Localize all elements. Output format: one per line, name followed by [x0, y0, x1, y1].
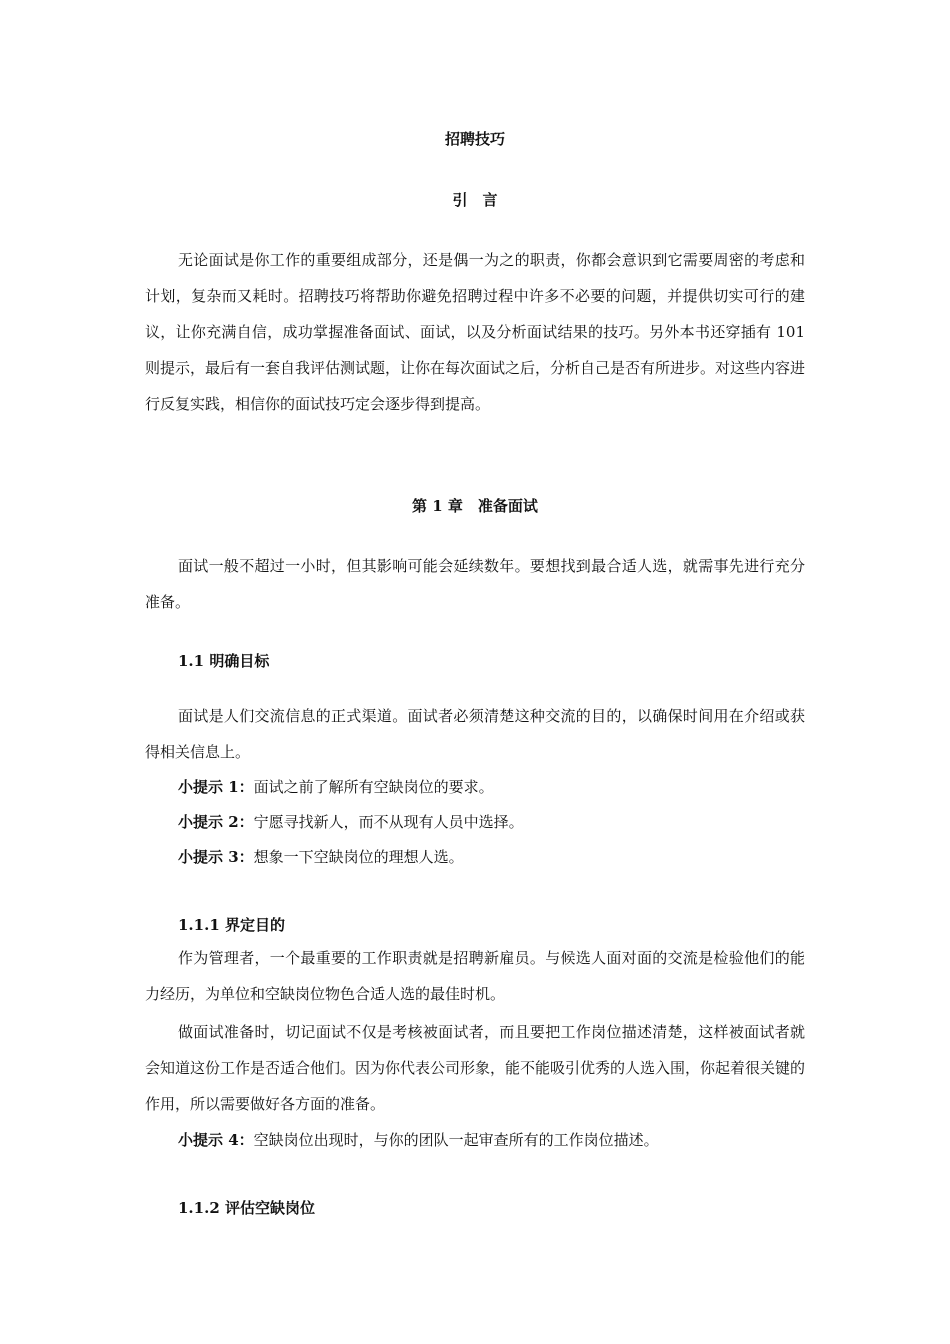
- tip-item: [178, 777, 494, 797]
- tip-item: [178, 847, 464, 867]
- tip-label: 小提示 1：: [178, 778, 254, 796]
- intro-heading: 引 言: [452, 191, 498, 209]
- tip-item: [178, 1130, 659, 1150]
- chapter-intro-paragraph: 面试一般不超过一小时，但其影响可能会延续数年。要想找到最合适人选，就需事先进行充分准备。: [145, 557, 805, 611]
- tip-label: 小提示 4：: [178, 1131, 254, 1149]
- tip-label: 小提示 2：: [178, 813, 254, 831]
- intro-paragraph: 无论面试是你工作的重要组成部分，还是偶一为之的职责，你都会意识到它需要周密的考虑和计划，复杂而又耗时。招聘技巧将帮助你避免招聘过程中许多不必要的问题，并提供切实可行的建议，让你充满自信，成功掌握准备面试、面试，以及分析面试结果的技巧。另外本书还穿插有 101 则提示，最后有一套自我评估测试题，让你在每次面试之后，分析自己是否有所进步。对这些内容进行反复实践，相信你的面试技巧定会逐步得到提高。: [145, 251, 806, 413]
- section-1-1-paragraph: 面试是人们交流信息的正式渠道。面试者必须清楚这种交流的目的，以确保时间用在介绍或获得相关信息上。: [145, 707, 805, 761]
- tip-item: [178, 812, 524, 832]
- section-heading-1-1: 1.1 明确目标: [178, 652, 270, 670]
- tip-label: 小提示 3：: [178, 848, 254, 866]
- section-1-1-1-paragraph-1: 作为管理者，一个最重要的工作职责就是招聘新雇员。与候选人面对面的交流是检验他们的能力经历，为单位和空缺岗位物色合适人选的最佳时机。: [145, 949, 805, 1003]
- tip-text: 面试之前了解所有空缺岗位的要求。: [253, 778, 494, 796]
- chapter-title: 第 1 章 准备面试: [412, 497, 538, 515]
- tip-text: 宁愿寻找新人，而不从现有人员中选择。: [253, 813, 524, 831]
- tip-text: 空缺岗位出现时，与你的团队一起审查所有的工作岗位描述。: [253, 1131, 659, 1149]
- section-heading-1-1-1: 1.1.1 界定目的: [178, 916, 285, 934]
- section-1-1-1-paragraph-2: 做面试准备时，切记面试不仅是考核被面试者，而且要把工作岗位描述清楚，这样被面试者就会知道这份工作是否适合他们。因为你代表公司形象，能不能吸引优秀的人选入围，你起着很关键的作用，所以需要做好各方面的准备。: [145, 1023, 806, 1113]
- tip-text: 想象一下空缺岗位的理想人选。: [253, 848, 464, 866]
- section-heading-1-1-2: 1.1.2 评估空缺岗位: [178, 1199, 315, 1217]
- document-title: 招聘技巧: [444, 130, 505, 148]
